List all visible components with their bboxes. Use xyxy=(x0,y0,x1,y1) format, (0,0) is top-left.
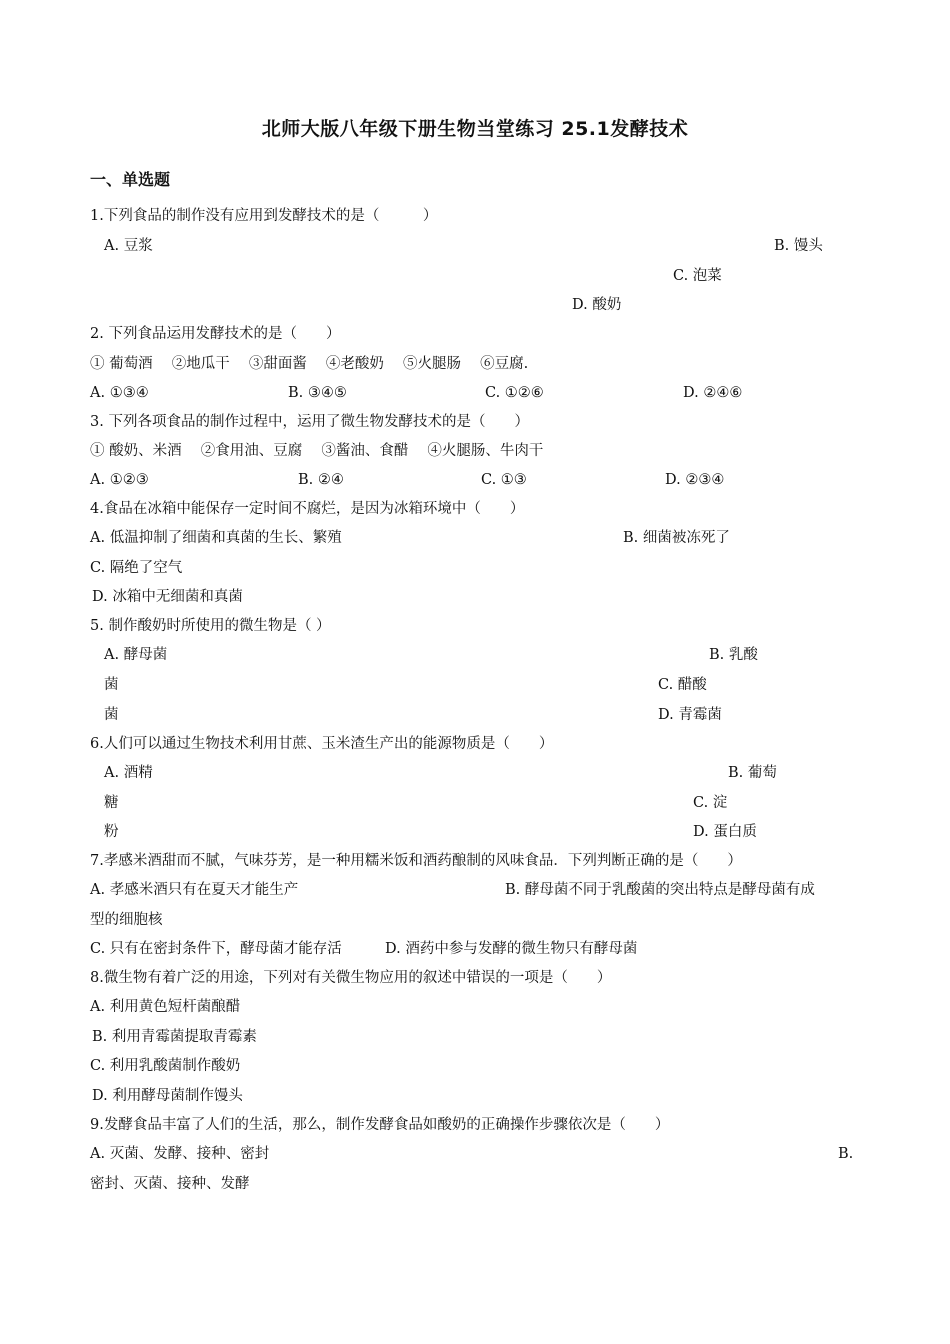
q8-option-c[interactable]: C. 利用乳酸菌制作酸奶 xyxy=(90,1058,241,1074)
q2-option-b[interactable]: B. ③④⑤ xyxy=(288,385,347,401)
section-heading: 一、单选题 xyxy=(90,170,171,189)
page-title: 北师大版八年级下册生物当堂练习 25.1发酵技术 xyxy=(261,118,689,140)
q3-option-a[interactable]: A. ①②③ xyxy=(90,472,149,488)
q9-option-b[interactable]: B. xyxy=(838,1146,854,1162)
q1-option-c[interactable]: C. 泡菜 xyxy=(673,268,722,284)
q1-option-a[interactable]: A. 豆浆 xyxy=(104,238,153,254)
q5-option-b[interactable]: B. 乳酸 xyxy=(709,647,758,663)
question-8-stem: 8.微生物有着广泛的用途，下列对有关微生物应用的叙述中错误的一项是（ ） xyxy=(90,970,612,986)
q3-option-b[interactable]: B. ②④ xyxy=(298,472,344,488)
question-9-stem: 9.发酵食品丰富了人们的生活，那么，制作发酵食品如酸奶的正确操作步骤依次是（ ） xyxy=(90,1117,670,1133)
q7-option-d[interactable]: D. 酒药中参与发酵的微生物只有酵母菌 xyxy=(385,941,638,957)
q9-option-b-wrap: 密封、灭菌、接种、发酵 xyxy=(90,1176,250,1192)
q2-items: ① 葡萄酒 ②地瓜干 ③甜面酱 ④老酸奶 ⑤火腿肠 ⑥豆腐. xyxy=(90,356,529,372)
q6-option-a[interactable]: A. 酒精 xyxy=(104,765,153,781)
q1-option-d[interactable]: D. 酸奶 xyxy=(572,297,622,313)
q7-option-b[interactable]: B. 酵母菌不同于乳酸菌的突出特点是酵母菌有成 xyxy=(505,882,815,898)
q2-option-a[interactable]: A. ①③④ xyxy=(90,385,149,401)
q6-option-d[interactable]: D. 蛋白质 xyxy=(693,824,757,840)
question-2-stem: 2. 下列食品运用发酵技术的是（ ） xyxy=(90,326,341,342)
q5-option-d[interactable]: D. 青霉菌 xyxy=(658,707,722,723)
q6-option-b[interactable]: B. 葡萄 xyxy=(728,765,777,781)
q1-option-b[interactable]: B. 馒头 xyxy=(774,238,823,254)
q5-option-a[interactable]: A. 酵母菌 xyxy=(104,647,168,663)
question-6-stem: 6.人们可以通过生物技术利用甘蔗、玉米渣生产出的能源物质是（ ） xyxy=(90,736,554,752)
q8-option-a[interactable]: A. 利用黄色短杆菌酿醋 xyxy=(90,999,241,1015)
question-1-stem: 1.下列食品的制作没有应用到发酵技术的是（ ） xyxy=(90,208,438,224)
question-5-stem: 5. 制作酸奶时所使用的微生物是（ ） xyxy=(90,618,331,634)
q3-option-c[interactable]: C. ①③ xyxy=(481,472,527,488)
question-4-stem: 4.食品在冰箱中能保存一定时间不腐烂，是因为冰箱环境中（ ） xyxy=(90,501,525,517)
question-7-stem: 7.孝感米酒甜而不腻，气味芬芳，是一种用糯米饭和酒药酿制的风味食品．下列判断正确的是（ ） xyxy=(90,853,742,869)
q8-option-d[interactable]: D. 利用酵母菌制作馒头 xyxy=(92,1088,243,1104)
q2-option-d[interactable]: D. ②④⑥ xyxy=(683,385,743,401)
q6-option-c[interactable]: C. 淀 xyxy=(693,795,728,811)
q5-option-c-wrap: 菌 xyxy=(104,707,119,723)
q4-option-a[interactable]: A. 低温抑制了细菌和真菌的生长、繁殖 xyxy=(90,530,342,546)
q3-option-d[interactable]: D. ②③④ xyxy=(665,472,725,488)
q2-option-c[interactable]: C. ①②⑥ xyxy=(485,385,544,401)
q4-option-b[interactable]: B. 细菌被冻死了 xyxy=(623,530,730,546)
q9-option-a[interactable]: A. 灭菌、发酵、接种、密封 xyxy=(90,1146,270,1162)
question-3-stem: 3. 下列各项食品的制作过程中，运用了微生物发酵技术的是（ ） xyxy=(90,414,529,430)
q7-option-c[interactable]: C. 只有在密封条件下，酵母菌才能存活 xyxy=(90,941,342,957)
q6-option-b-wrap: 糖 xyxy=(104,795,119,811)
q6-option-c-wrap: 粉 xyxy=(104,824,119,840)
q5-option-c[interactable]: C. 醋酸 xyxy=(658,677,707,693)
q4-option-c[interactable]: C. 隔绝了空气 xyxy=(90,560,183,576)
q7-option-b-wrap: 型的细胞核 xyxy=(90,912,163,928)
q8-option-b[interactable]: B. 利用青霉菌提取青霉素 xyxy=(92,1029,257,1045)
q4-option-d[interactable]: D. 冰箱中无细菌和真菌 xyxy=(92,589,243,605)
q7-option-a[interactable]: A. 孝感米酒只有在夏天才能生产 xyxy=(90,882,299,898)
q3-items: ① 酸奶、米酒 ②食用油、豆腐 ③酱油、食醋 ④火腿肠、牛肉干 xyxy=(90,443,544,459)
q5-option-b-wrap: 菌 xyxy=(104,677,119,693)
